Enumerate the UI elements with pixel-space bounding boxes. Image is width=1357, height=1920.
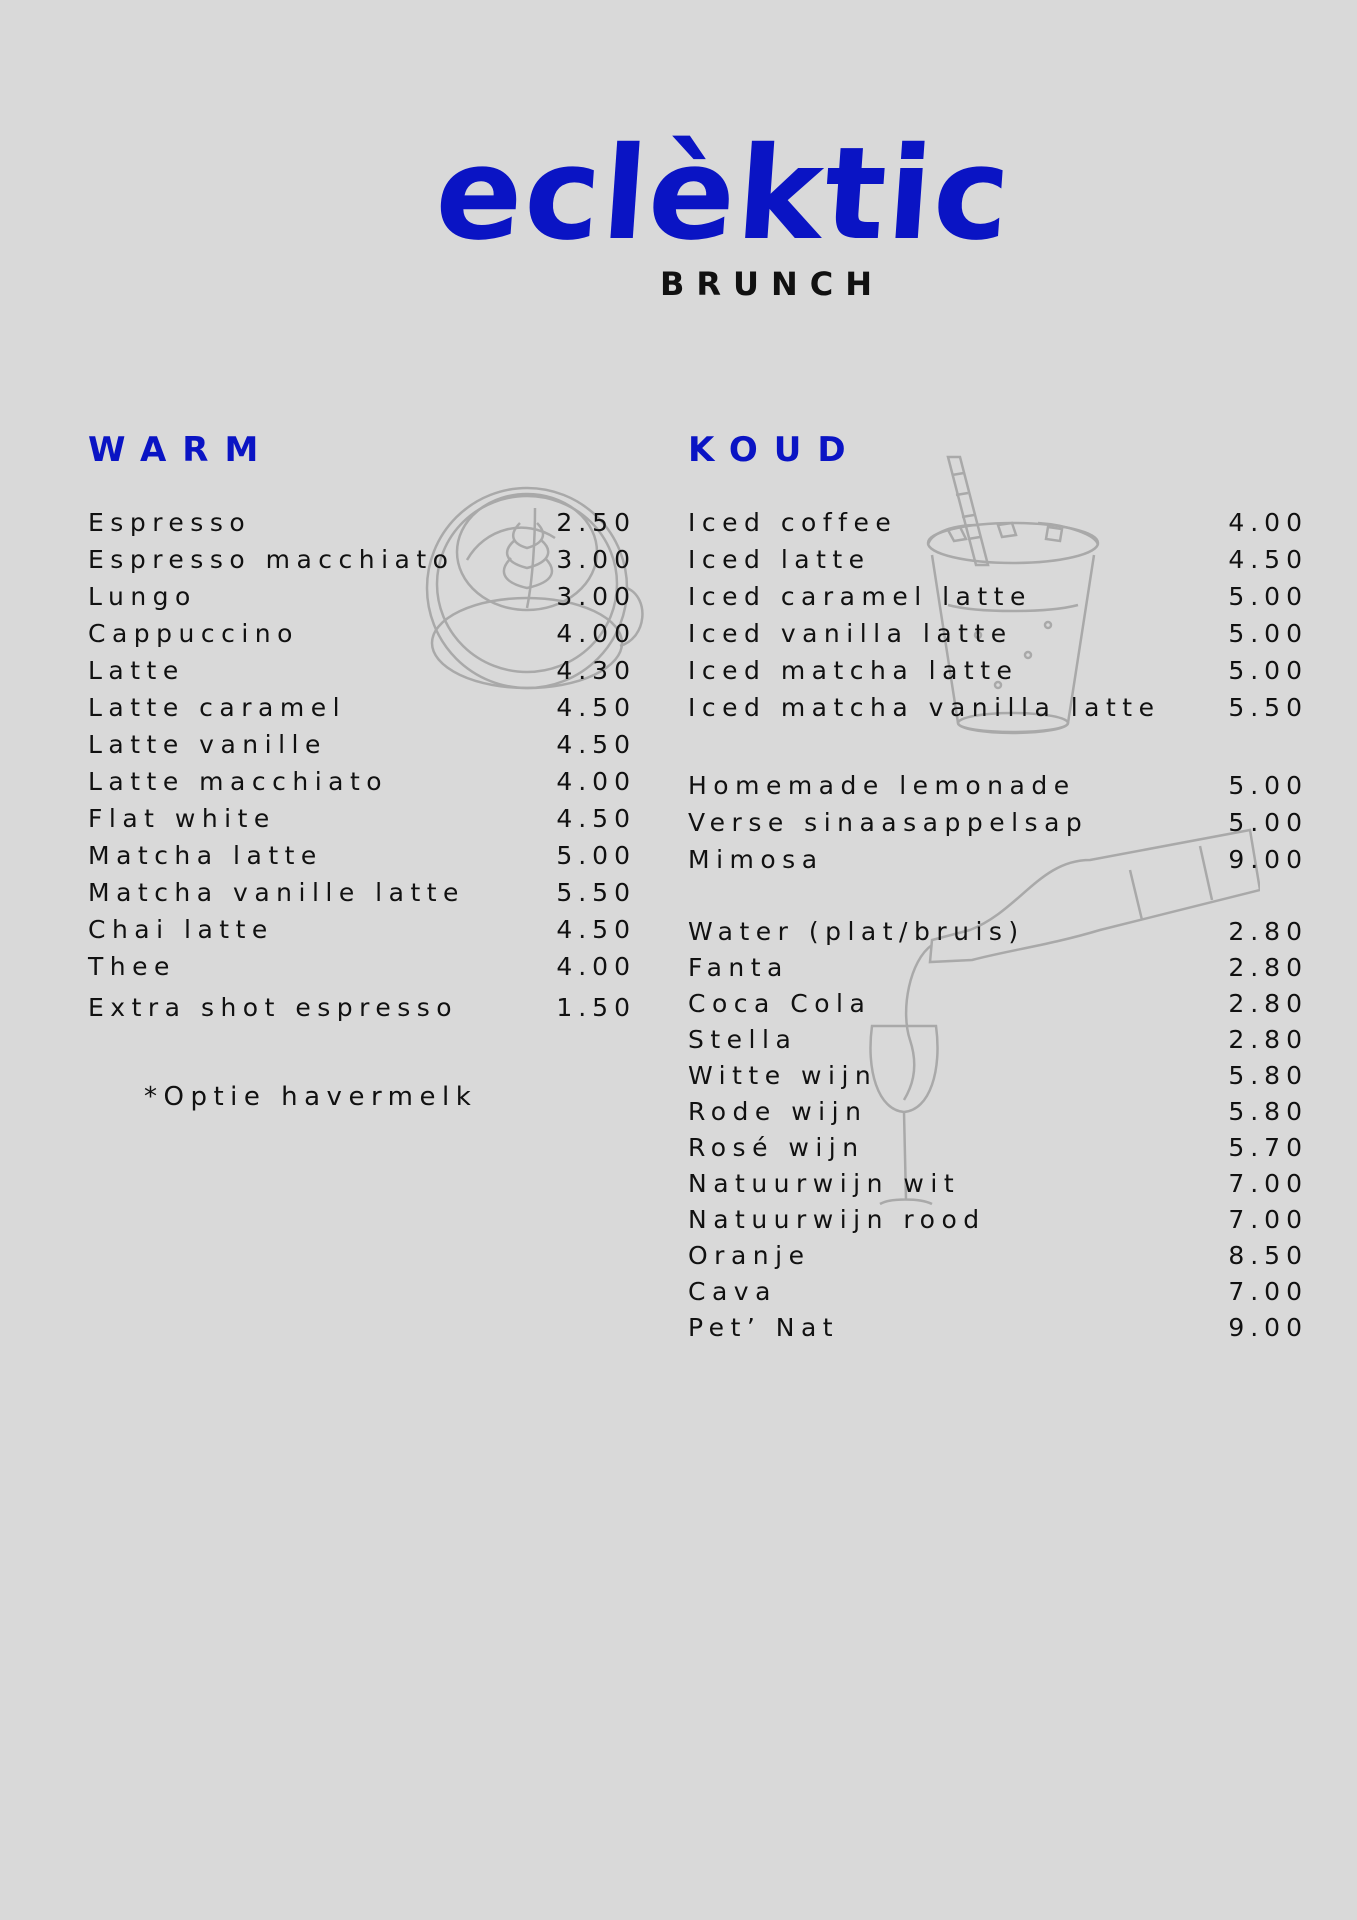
item-price: 2.80 [1228,917,1308,946]
item-name: Mimosa [688,845,824,874]
menu-item [688,841,1308,878]
item-price: 5.00 [1228,619,1308,648]
menu-item [688,1057,1308,1093]
item-name: Iced matcha latte [688,656,1019,685]
item-name: Pet’ Nat [688,1313,840,1342]
menu-item [88,989,636,1026]
item-name: Flat white [88,804,276,833]
menu-item [88,504,636,541]
menu-item [688,1129,1308,1165]
item-price: 4.50 [1228,545,1308,574]
item-price: 5.00 [1228,771,1308,800]
item-name: Latte vanille [88,730,327,759]
menu-item [688,504,1308,541]
item-price: 9.00 [1228,1313,1308,1342]
item-price: 4.50 [556,693,636,722]
item-name: Espresso [88,508,252,537]
item-name: Witte wijn [688,1061,878,1090]
item-name: Espresso macchiato [88,545,455,574]
item-name: Extra shot espresso [88,993,459,1022]
item-price: 5.50 [1228,693,1308,722]
menu-item [688,949,1308,985]
menu-item [688,1093,1308,1129]
item-name: Matcha vanille latte [88,878,465,907]
menu-item [88,763,636,800]
menu-item [688,985,1308,1021]
item-name: Natuurwijn wit [688,1169,961,1198]
menu-item [88,726,636,763]
item-price: 3.00 [556,582,636,611]
item-name: Latte macchiato [88,767,389,796]
menu-item [88,948,636,985]
item-name: Iced latte [688,545,871,574]
koud-menu-list [688,504,1308,912]
item-name: Iced caramel latte [688,582,1032,611]
warm-menu-list [88,504,636,1026]
item-name: Rode wijn [688,1097,868,1126]
item-name: Fanta [688,953,789,982]
item-price: 5.00 [556,841,636,870]
item-name: Iced vanilla latte [688,619,1013,648]
item-price: 8.50 [1228,1241,1308,1270]
item-price: 2.80 [1228,1025,1308,1054]
menu-item [688,1201,1308,1237]
section-title-warm: WARM [88,430,275,470]
item-price: 2.80 [1228,989,1308,1018]
item-price: 4.00 [1228,508,1308,537]
item-price: 7.00 [1228,1205,1308,1234]
item-price: 5.50 [556,878,636,907]
item-price: 4.00 [556,952,636,981]
menu-item [88,911,636,948]
menu-item [688,1273,1308,1309]
menu-item [88,689,636,726]
menu-item [688,689,1308,726]
item-price: 5.70 [1228,1133,1308,1162]
item-name: Latte [88,656,185,685]
item-name: Chai latte [88,915,274,944]
item-name: Homemade lemonade [688,771,1076,800]
item-name: Oranje [688,1241,811,1270]
menu-item [88,874,636,911]
item-name: Verse sinaasappelsap [688,808,1089,837]
menu-item [688,652,1308,689]
item-name: Thee [88,952,176,981]
item-price: 4.50 [556,915,636,944]
menu-item [88,800,636,837]
item-name: Iced matcha vanilla latte [688,693,1161,722]
oat-milk-note: *Optie havermelk [144,1082,478,1112]
item-name: Iced coffee [688,508,898,537]
menu-item [88,578,636,615]
item-price: 4.00 [556,619,636,648]
brand-name: eclèktic [430,120,1017,269]
item-price: 4.00 [556,767,636,796]
item-price: 4.30 [556,656,636,685]
item-price: 2.80 [1228,953,1308,982]
spacer [688,878,1308,912]
item-name: Stella [688,1025,798,1054]
spacer [688,726,1308,767]
item-price: 9.00 [1228,845,1308,874]
item-name: Cava [688,1277,777,1306]
brand-logo [430,115,1017,315]
menu-item [688,1165,1308,1201]
menu-item [688,1021,1308,1057]
item-price: 4.50 [556,730,636,759]
item-name: Rosé wijn [688,1133,865,1162]
item-price: 5.00 [1228,656,1308,685]
item-price: 5.00 [1228,582,1308,611]
menu-item [688,1309,1308,1345]
koud-drinks-list [688,913,1308,1345]
item-price: 1.50 [556,993,636,1022]
section-title-koud: KOUD [688,430,862,470]
menu-item [688,615,1308,652]
menu-item [688,541,1308,578]
item-price: 7.00 [1228,1169,1308,1198]
item-name: Matcha latte [88,841,323,870]
item-price: 5.80 [1228,1061,1308,1090]
menu-item [88,615,636,652]
menu-item [88,837,636,874]
menu-item [688,1237,1308,1273]
item-name: Natuurwijn rood [688,1205,986,1234]
item-price: 4.50 [556,804,636,833]
item-name: Latte caramel [88,693,347,722]
menu-item [688,804,1308,841]
item-price: 5.00 [1228,808,1308,837]
item-name: Lungo [88,582,197,611]
item-price: 5.80 [1228,1097,1308,1126]
menu-item [688,767,1308,804]
menu-item [688,913,1308,949]
item-price: 3.00 [556,545,636,574]
menu-item [88,541,636,578]
item-name: Coca Cola [688,989,872,1018]
brand-subtitle: BRUNCH [660,265,885,303]
item-name: Water (plat/bruis) [688,917,1025,946]
item-price: 7.00 [1228,1277,1308,1306]
menu-item [88,652,636,689]
item-price: 2.50 [556,508,636,537]
item-name: Cappuccino [88,619,299,648]
menu-item [688,578,1308,615]
